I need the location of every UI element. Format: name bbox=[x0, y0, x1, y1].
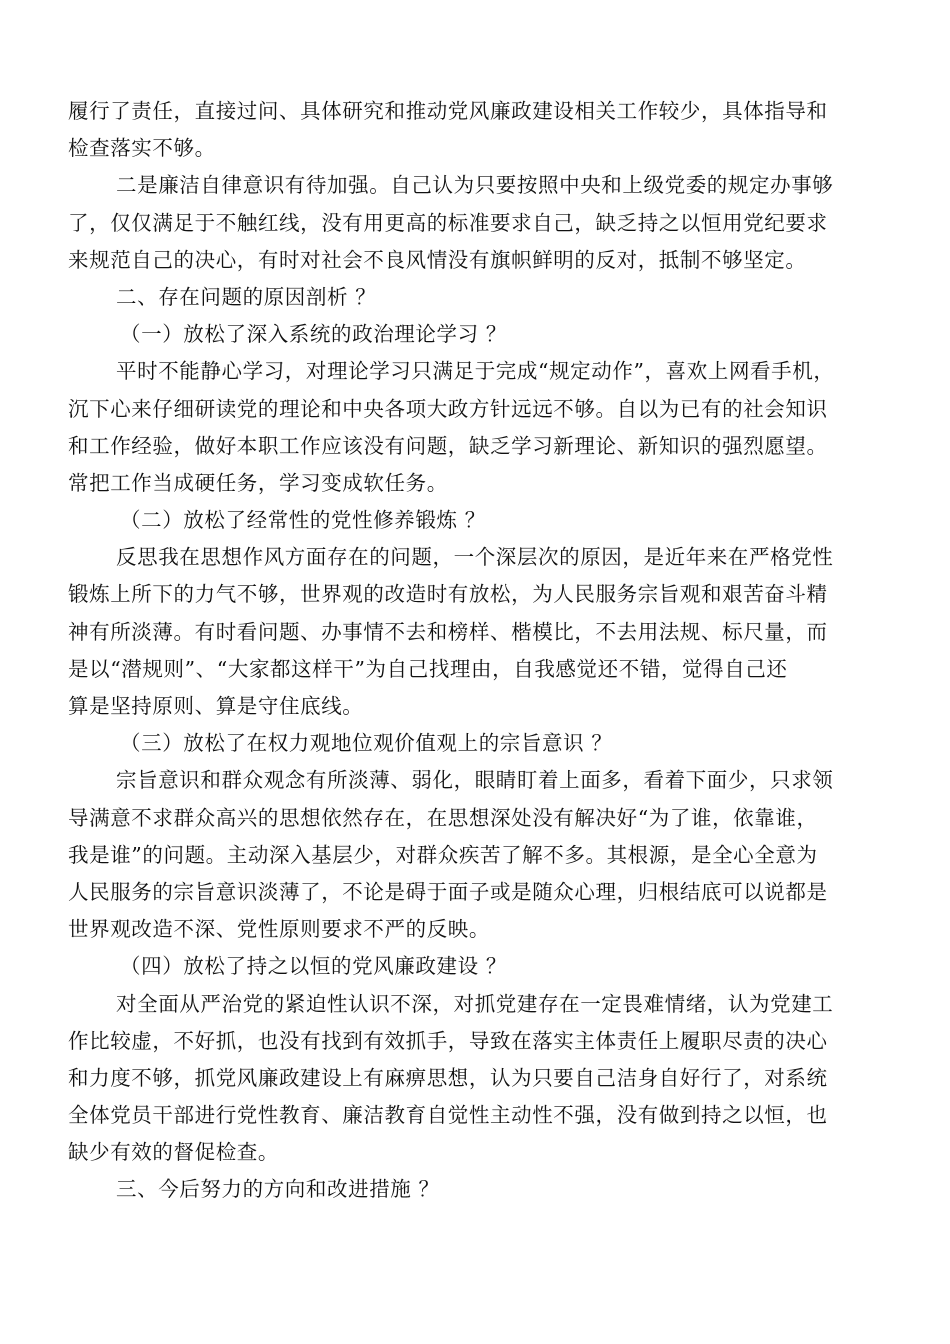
paragraph-line: 来规范自己的决心，有时对社会不良风情没有旗帜鲜明的反对，抵制不够坚定。 bbox=[68, 247, 807, 272]
paragraph-line: 作比较虚，不好抓，也没有找到有效抓手，导致在落实主体责任上履职尽责的决心 bbox=[68, 1028, 828, 1053]
subsection-heading: （三）放松了在权力观地位观价值观上的宗旨意识 ？ bbox=[120, 731, 613, 756]
paragraph-line: 缺少有效的督促检查。 bbox=[68, 1140, 279, 1165]
paragraph-line: 世界观改造不深、党性原则要求不严的反映。 bbox=[68, 917, 490, 942]
paragraph-line: 和力度不够，抓党风廉政建设上有麻痹思想，认为只要自己洁身自好行了，对系统 bbox=[68, 1065, 828, 1090]
paragraph-line: 检查落实不够。 bbox=[68, 136, 216, 161]
section-heading: 三、今后努力的方向和改进措施 ？ bbox=[116, 1177, 440, 1202]
paragraph-line: 了，仅仅满足于不触红线，没有用更高的标准要求自己，缺乏持之以恒用党纪要求 bbox=[68, 210, 828, 235]
paragraph-line: 履行了责任，直接过问、具体研究和推动党风廉政建设相关工作较少，具体指导和 bbox=[68, 99, 828, 123]
document-body bbox=[68, 93, 888, 1209]
paragraph-line: 二是廉洁自律意识有待加强。自己认为只要按照中央和上级党委的规定办事够 bbox=[116, 173, 834, 198]
paragraph-line: 反思我在思想作风方面存在的问题，一个深层次的原因，是近年来在严格党性 bbox=[116, 545, 834, 570]
paragraph-line: 是以“潜规则”、“大家都这样干”为自己找理由，自我感觉还不错，觉得自己还 bbox=[68, 656, 788, 681]
subsection-heading: （一）放松了深入系统的政治理论学习 ？ bbox=[120, 322, 507, 347]
subsection-heading: （四）放松了持之以恒的党风廉政建设 ？ bbox=[120, 954, 507, 979]
paragraph-line: 和工作经验，做好本职工作应该没有问题，缺乏学习新理论、新知识的强烈愿望。 bbox=[68, 433, 828, 458]
paragraph-line: 沉下心来仔细研读党的理论和中央各项大政方针远远不够。自以为已有的社会知识 bbox=[68, 396, 828, 421]
subsection-heading: （二）放松了经常性的党性修养锻炼 ？ bbox=[120, 508, 486, 533]
paragraph-line: 常把工作当成硬任务，学习变成软任务。 bbox=[68, 470, 448, 495]
paragraph-line: 对全面从严治党的紧迫性认识不深，对抓党建存在一定畏难情绪，认为党建工 bbox=[116, 991, 834, 1016]
paragraph-line: 神有所淡薄。有时看问题、办事情不去和榜样、楷模比，不去用法规、标尺量，而 bbox=[68, 619, 828, 644]
paragraph-line: 我是谁”的问题。主动深入基层少，对群众疾苦了解不多。其根源，是全心全意为 bbox=[68, 842, 818, 867]
paragraph-line: 人民服务的宗旨意识淡薄了，不论是碍于面子或是随众心理，归根结底可以说都是 bbox=[68, 879, 828, 904]
paragraph-line: 算是坚持原则、算是守住底线。 bbox=[68, 694, 364, 718]
paragraph-line: 导满意不求群众高兴的思想依然存在，在思想深处没有解决好“为了谁，依靠谁， bbox=[68, 805, 818, 830]
paragraph-line: 宗旨意识和群众观念有所淡薄、弱化，眼睛盯着上面多，看着下面少，只求领 bbox=[116, 768, 834, 793]
paragraph-line: 锻炼上所下的力气不够，世界观的改造时有放松，为人民服务宗旨观和艰苦奋斗精 bbox=[68, 582, 828, 607]
paragraph-line: 全体党员干部进行党性教育、廉洁教育自觉性主动性不强，没有做到持之以恒，也 bbox=[68, 1103, 828, 1128]
section-heading: 二、存在问题的原因剖析 ？ bbox=[116, 284, 377, 309]
paragraph-line: 平时不能静心学习，对理论学习只满足于完成“规定动作”，喜欢上网看手机， bbox=[116, 359, 835, 384]
